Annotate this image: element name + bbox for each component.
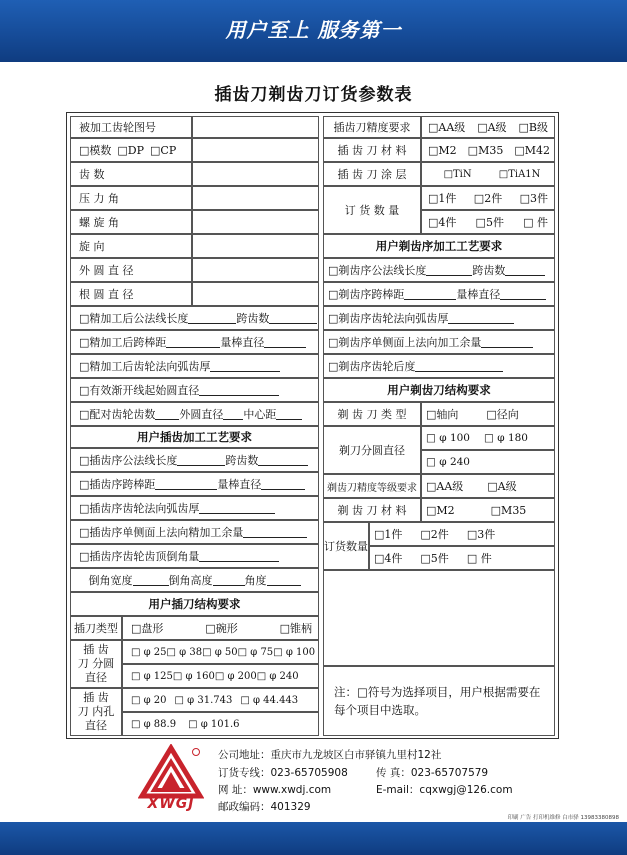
shaver-qty-option[interactable]: □4件 [374, 552, 403, 565]
shaver-qty-option[interactable]: □2件 [420, 528, 449, 541]
shaver-dia-option[interactable]: □ φ 100 [426, 432, 470, 444]
row-suffix: 跨齿数 [472, 264, 506, 277]
blank-area [323, 570, 555, 666]
helix-angle-field[interactable] [192, 210, 319, 234]
pitch-option[interactable]: □ φ 75 [237, 646, 274, 658]
postal-code: 邮政编码：401329 [218, 801, 311, 813]
coating-tin-option[interactable]: □TiN [443, 168, 472, 180]
pressure-angle-field[interactable] [192, 186, 319, 210]
row-label: □配对齿轮齿数 [79, 408, 156, 421]
bowl-type-option[interactable]: □碗形 [205, 622, 238, 635]
module-options[interactable] [70, 138, 192, 162]
shaver-qty-option[interactable]: □5件 [420, 552, 449, 565]
row-suffix: 跨齿数 [225, 454, 259, 467]
shaver-pitch-row-2[interactable] [421, 450, 555, 474]
chamfer-height-label: 倒角高度 [168, 574, 213, 587]
bottom-band [0, 822, 627, 855]
row-label: □有效渐开线起始圆直径 [79, 384, 200, 397]
material-m42-option[interactable]: □M42 [514, 143, 550, 157]
module-value-field[interactable] [192, 138, 319, 162]
shaver-precision-label: 剃齿刀精度等级要求 [323, 474, 421, 498]
qty-option[interactable]: □2件 [473, 192, 503, 205]
shaver-precision-options[interactable] [421, 474, 555, 498]
row-label: □剃齿序单侧面上法向加工余量 [328, 336, 482, 349]
shaver-quantity-label: 订货数量 [323, 522, 369, 570]
document-title: 插齿刀剃齿刀订货参数表 [214, 85, 413, 105]
mating-gear-row[interactable] [70, 402, 319, 426]
finish-tooth-thickness-row[interactable] [70, 354, 319, 378]
dp-option[interactable]: □DP [117, 143, 145, 157]
taper-shank-option[interactable]: □锥柄 [279, 622, 312, 635]
pitch-diameter-label: 插 齿 刀 分圆直径 [70, 640, 122, 688]
qty-option[interactable]: □5件 [475, 216, 504, 229]
website[interactable]: 网 址：www.xwdj.com [218, 784, 332, 796]
finish-span-length-row[interactable] [70, 306, 319, 330]
shaver-qty-option[interactable]: □1件 [374, 528, 403, 541]
row-label: □插齿序齿轮法向弧齿厚 [79, 502, 200, 515]
bore-option[interactable]: □ φ 31.743 [174, 694, 233, 706]
shaving-process-header: 用户剃齿序加工工艺要求 [323, 234, 555, 258]
material-m35-option[interactable]: □M35 [467, 143, 504, 157]
shaving-span-length-row[interactable] [323, 258, 555, 282]
row-suffix: 量棒直径 [217, 478, 262, 491]
row-suffix: 量棒直径 [456, 288, 501, 301]
pitch-option[interactable]: □ φ 125 [131, 670, 173, 682]
shaving-over-pin-row[interactable] [323, 282, 555, 306]
root-diameter-field[interactable] [192, 282, 319, 306]
fax-number: 传 真：023-65707579 [376, 767, 489, 779]
shaver-dia-option[interactable]: □ φ 240 [426, 456, 470, 468]
bore-option[interactable]: □ φ 20 [131, 694, 167, 706]
pitch-option[interactable]: □ φ 25 [131, 646, 167, 658]
shaver-type-options[interactable] [421, 402, 555, 426]
hand-direction-field[interactable] [192, 234, 319, 258]
row-label: □精加工后公法线长度 [79, 312, 189, 325]
teeth-count-label: 齿 数 [70, 162, 192, 186]
axial-option[interactable]: □轴向 [426, 408, 459, 421]
qty-option[interactable]: □3件 [519, 192, 548, 205]
order-quantity-row-2[interactable] [421, 210, 555, 234]
shaver-pitch-diameter-label: 剃刀分圆直径 [323, 426, 421, 474]
chamfer-dimensions-row[interactable] [70, 568, 319, 592]
email[interactable]: E-mail：cqxwgj@126.com [376, 784, 513, 796]
finish-involute-start-row[interactable] [70, 378, 319, 402]
shaving-allowance-row[interactable] [323, 330, 555, 354]
bore-option[interactable]: □ φ 101.6 [188, 718, 240, 730]
order-quantity-label: 订 货 数 量 [323, 186, 421, 234]
pitch-option[interactable]: □ φ 240 [256, 670, 299, 682]
radial-option[interactable]: □径向 [486, 408, 519, 421]
pitch-option[interactable]: □ φ 200 [214, 670, 257, 682]
helix-angle-label: 螺 旋 角 [70, 210, 192, 234]
shaving-rear-row[interactable] [323, 354, 555, 378]
root-diameter-label: 根 圆 直 径 [70, 282, 192, 306]
row-label: □插齿序齿轮齿顶倒角量 [79, 550, 200, 563]
shaver-quantity-row-2[interactable] [369, 546, 555, 570]
cp-option[interactable]: □CP [150, 143, 177, 157]
row-label: □剃齿序齿轮后度 [328, 360, 416, 373]
shaping-tooth-thickness-row[interactable] [70, 496, 319, 520]
pitch-option[interactable]: □ φ 38 [166, 646, 203, 658]
row-label: □插齿序公法线长度 [79, 454, 178, 467]
shaping-allowance-row[interactable] [70, 520, 319, 544]
pitch-diameter-row-2[interactable] [122, 664, 319, 688]
logo-text: XWGJ [147, 796, 195, 812]
shaping-span-length-row[interactable] [70, 448, 319, 472]
teeth-count-field[interactable] [192, 162, 319, 186]
bore-diameter-row-2[interactable] [122, 712, 319, 736]
chamfer-width-label: 倒角宽度 [88, 574, 133, 587]
outer-diameter-field[interactable] [192, 258, 319, 282]
shaver-qty-option[interactable]: □ 件 [466, 552, 492, 565]
hand-direction-label: 旋 向 [70, 234, 192, 258]
cutter-coating-options[interactable] [421, 162, 555, 186]
shaver-pitch-row-1[interactable] [421, 426, 555, 450]
shaver-aa-option[interactable]: □AA级 [426, 480, 464, 493]
shaver-a-option[interactable]: □A级 [487, 480, 517, 493]
cutter-structure-header: 用户插刀结构要求 [70, 592, 319, 616]
pitch-option[interactable]: □ φ 160 [172, 670, 215, 682]
order-hotline: 订货专线：023-65705908 [218, 767, 348, 779]
pitch-option[interactable]: □ φ 50 [202, 646, 238, 658]
shaver-material-label: 剃 齿 刀 材 料 [323, 498, 421, 522]
cutter-coating-label: 插 齿 刀 涂 层 [323, 162, 421, 186]
order-quantity-row-1[interactable] [421, 186, 555, 210]
pitch-diameter-row-1[interactable] [122, 640, 319, 664]
qty-option[interactable]: □4件 [428, 216, 457, 229]
module-option[interactable]: □模数 [79, 144, 112, 157]
pressure-angle-label: 压 力 角 [70, 186, 192, 210]
pitch-option[interactable]: □ φ 100 [273, 646, 316, 658]
chamfer-angle-label: 角度 [244, 574, 267, 587]
selection-note: 注：□符号为选择项目，用户根据需要在每个项目中选取。 [323, 666, 555, 736]
cutter-type-options[interactable] [122, 616, 319, 640]
cutter-material-label: 插 齿 刀 材 料 [323, 138, 421, 162]
precision-aa-option[interactable]: □AA级 [428, 121, 466, 134]
precision-a-option[interactable]: □A级 [477, 121, 507, 134]
shaping-over-pin-row[interactable] [70, 472, 319, 496]
banner-slogan: 用户至上 服务第一 [225, 18, 402, 42]
bore-option[interactable]: □ φ 44.443 [240, 694, 299, 706]
qty-option[interactable]: □1件 [428, 192, 457, 205]
shaver-type-label: 剃 齿 刀 类 型 [323, 402, 421, 426]
material-m2-option[interactable]: □M2 [428, 143, 457, 157]
bore-diameter-row-1[interactable] [122, 688, 319, 712]
shaver-quantity-row-1[interactable] [369, 522, 555, 546]
printer-credit: 印刷 广告 打印机维修 白市驿 13983380898 [507, 815, 619, 821]
row-label: □剃齿序齿轮法向弧齿厚 [328, 312, 449, 325]
shaver-m35-option[interactable]: □M35 [490, 503, 527, 517]
gear-drawing-no-field[interactable] [192, 116, 319, 138]
row-label: □插齿序跨棒距 [79, 478, 156, 491]
qty-option[interactable]: □ 件 [523, 216, 548, 229]
coating-tialn-option[interactable]: □TiA1N [498, 168, 541, 180]
bore-option[interactable]: □ φ 88.9 [131, 718, 177, 730]
row-label: □精加工后跨棒距 [79, 336, 167, 349]
row-suffix: 中心距 [243, 408, 277, 421]
company-address: 公司地址：重庆市九龙坡区白市驿镇九里村12社 [218, 749, 442, 761]
cutter-type-label: 插刀类型 [70, 616, 122, 640]
row-suffix: 跨齿数 [236, 312, 270, 325]
outer-diameter-label: 外 圆 直 径 [70, 258, 192, 282]
cutter-precision-label: 插齿刀精度要求 [323, 116, 421, 138]
shaping-process-header: 用户插齿加工工艺要求 [70, 426, 319, 448]
shaping-tip-chamfer-row[interactable] [70, 544, 319, 568]
cutter-material-options[interactable] [421, 138, 555, 162]
row-label: □精加工后齿轮法向弧齿厚 [79, 360, 211, 373]
row-label: □剃齿序公法线长度 [328, 264, 427, 277]
bore-diameter-label: 插 齿 刀 内孔直径 [70, 688, 122, 736]
row-suffix: 量棒直径 [220, 336, 265, 349]
precision-b-option[interactable]: □B级 [518, 121, 548, 134]
cutter-precision-options[interactable] [421, 116, 555, 138]
shaver-qty-option[interactable]: □3件 [466, 528, 496, 541]
row-suffix: 外圆直径 [179, 408, 224, 421]
row-label: □剃齿序跨棒距 [328, 288, 405, 301]
gear-drawing-no-label: 被加工齿轮图号 [70, 116, 192, 138]
shaver-m2-option[interactable]: □M2 [426, 503, 455, 517]
finish-over-pin-row[interactable] [70, 330, 319, 354]
shaver-structure-header: 用户剃齿刀结构要求 [323, 378, 555, 402]
row-label: □插齿序单侧面上法向精加工余量 [79, 526, 244, 539]
shaver-dia-option[interactable]: □ φ 180 [484, 432, 528, 444]
shaving-tooth-thickness-row[interactable] [323, 306, 555, 330]
shaver-material-options[interactable] [421, 498, 555, 522]
disk-type-option[interactable]: □盘形 [131, 622, 164, 635]
